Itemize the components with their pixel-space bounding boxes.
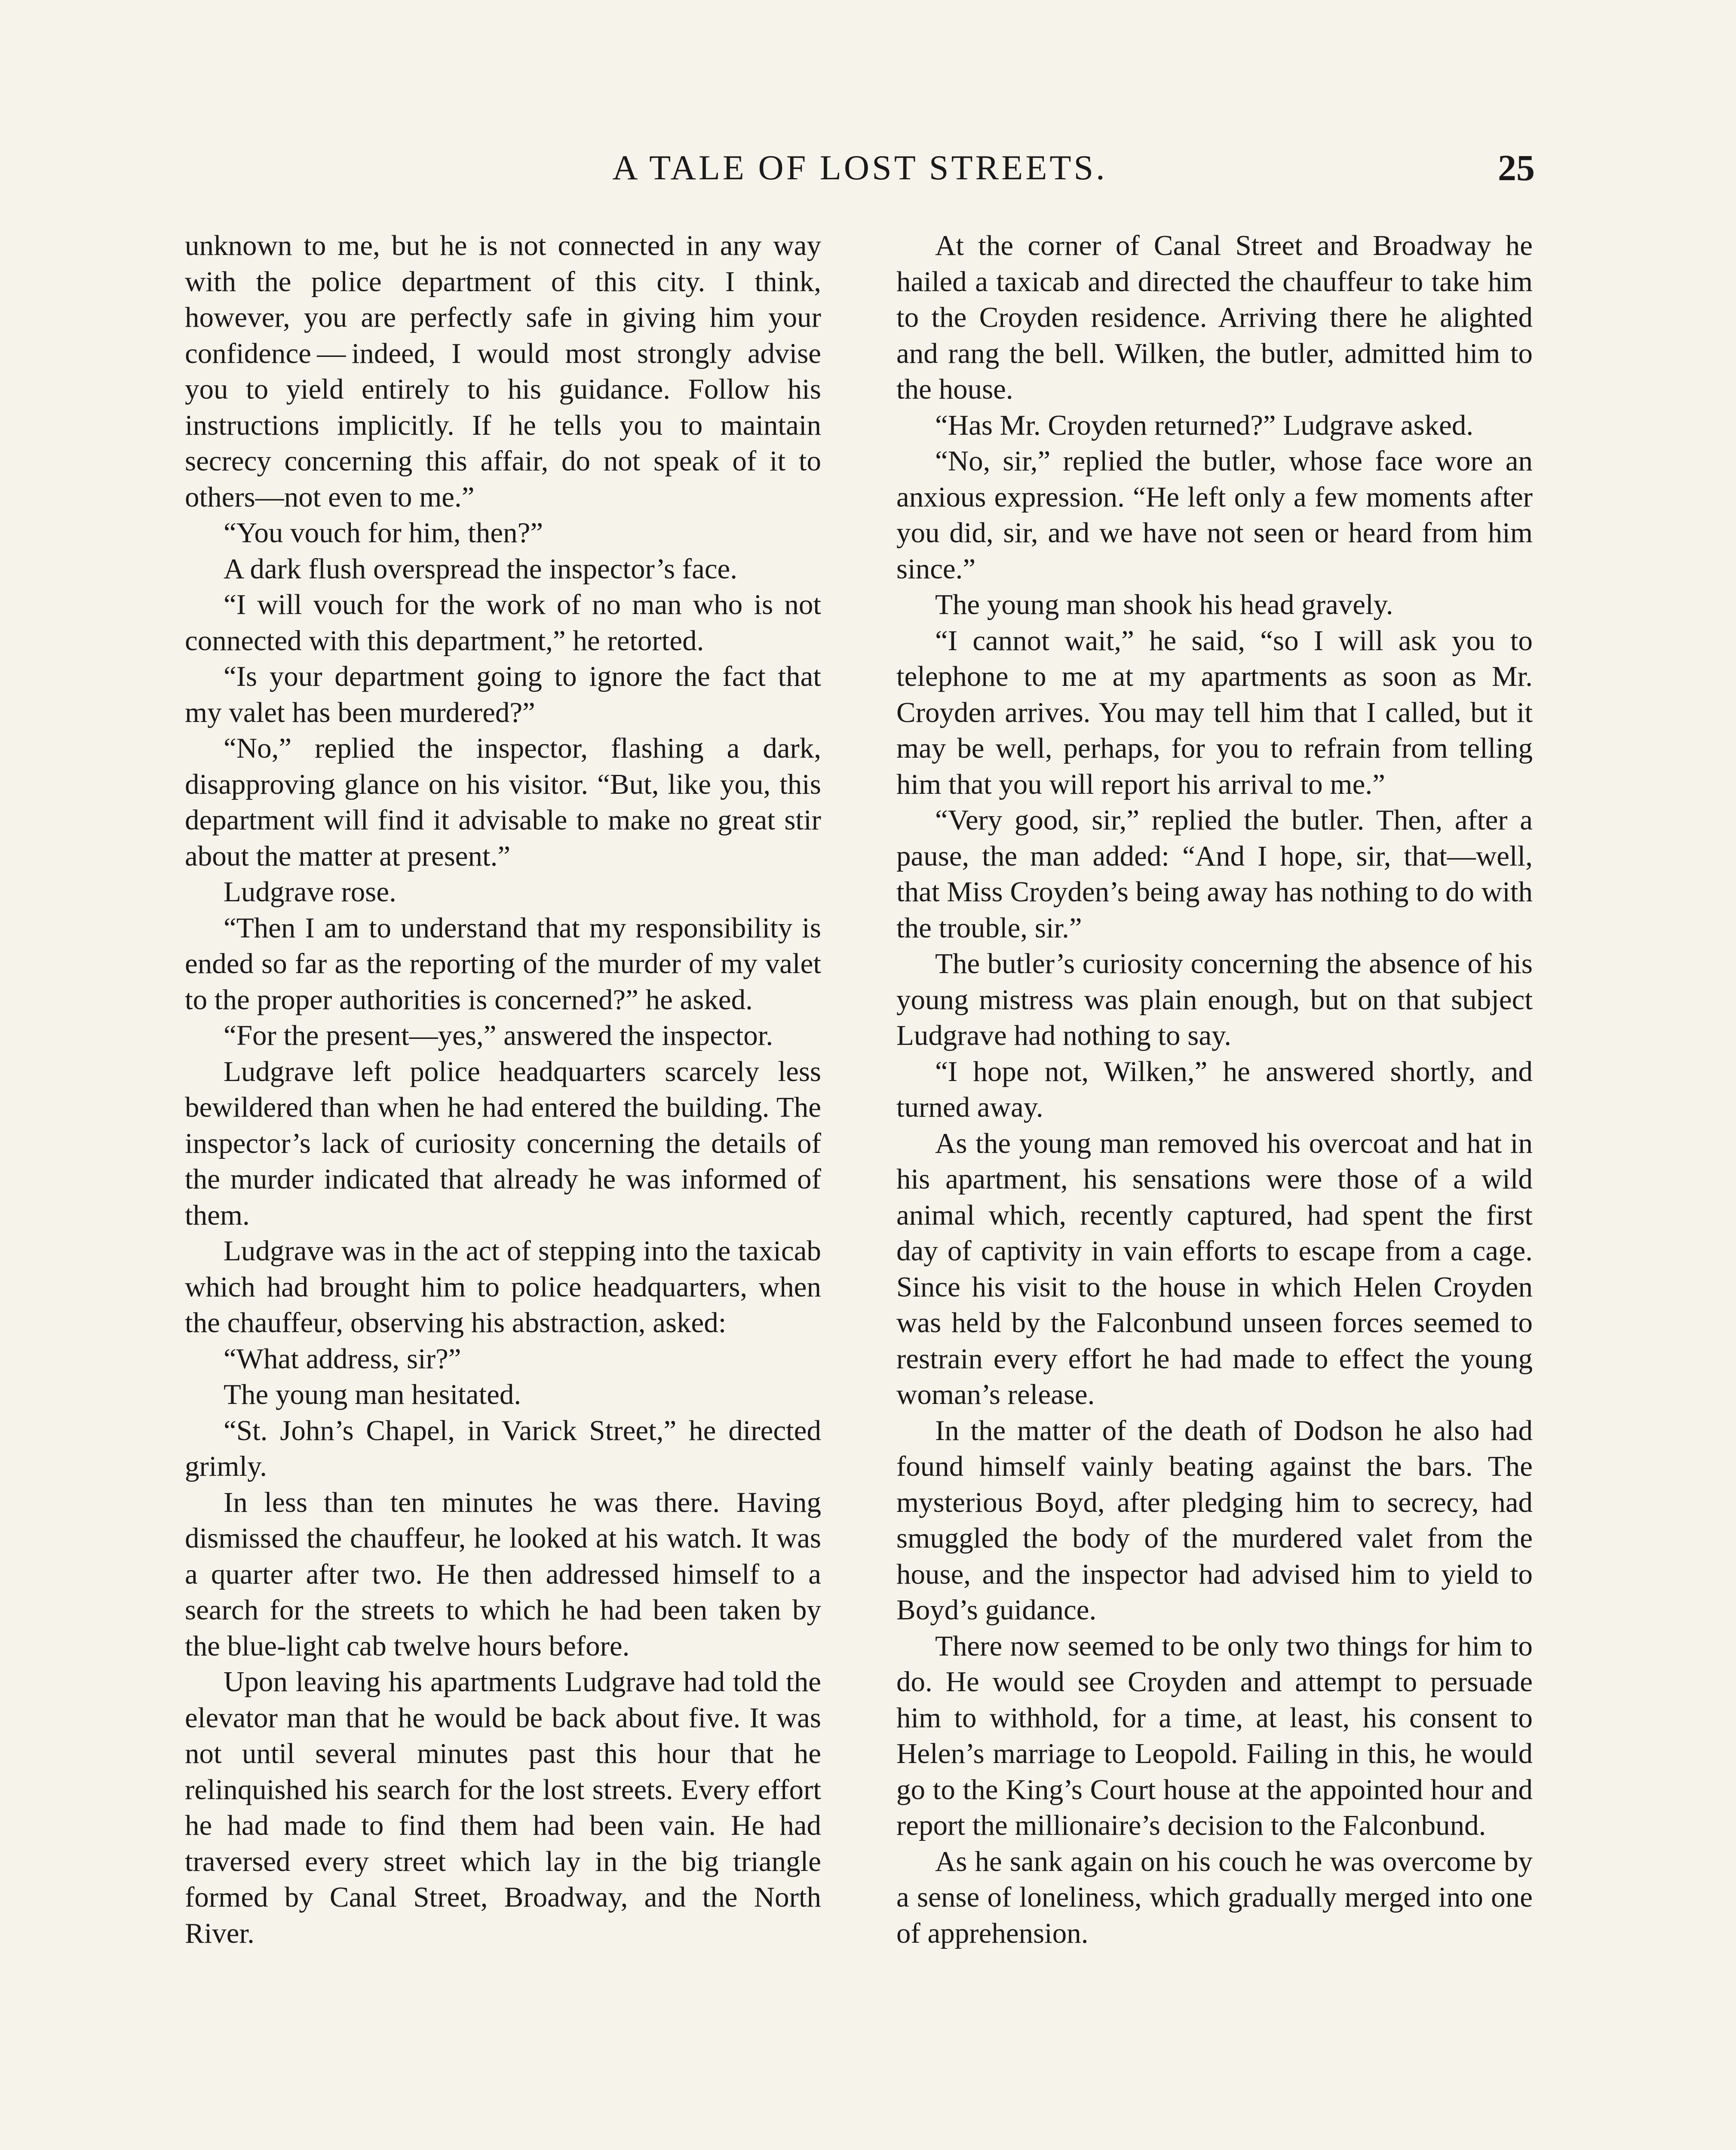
left-column [185, 228, 821, 2150]
paragraph: In the matter of the death of Dodson he also had found himself vainly beating against the bars. The mysterious Boyd, after pledging him to secrecy, had smuggled the body of the murdered valet from the house, and the inspector had advised him to yield to Boyd’s guidance. [896, 1414, 1533, 1626]
paragraph: “St. John’s Chapel, in Varick Street,” he directed grimly. [185, 1414, 821, 1482]
paragraph: As the young man removed his overcoat and hat in his apartment, his sensations were those of a wild animal which, recently captured, had spent the first day of captivity in vain efforts to escape from a cage. Since his visit to the house in which Helen Croyden was held by the Falconbund unseen forces seemed to restrain every effort he had made to effect the young woman’s release. [896, 1127, 1533, 1410]
paragraph: “Very good, sir,” replied the butler. Then, after a pause, the man added: “And I hope, sir, that—well, that Miss Croyden’s being away has nothing to do with the trouble, sir.” [896, 804, 1533, 944]
paragraph: unknown to me, but he is not connected in any way with the police department of this city. I think, however, you are perfectly safe in giving him your confidence — indeed, I would most strongly advise you to yield entirely to his guidance. Follow his instructions implicitly. If he tells you to maintain secrecy concerning this affair, do not speak of it to others—not even to me.” [185, 230, 821, 513]
page-number: 25 [1498, 147, 1535, 188]
paragraph: “Is your department going to ignore the fact that my valet has been murdered?” [185, 660, 821, 728]
paragraph: There now seemed to be only two things for him to do. He would see Croyden and attempt to persuade him to withhold, for a time, at least, his consent to Helen’s marriage to Leopold. Failing in this, he would go to the King’s Court house at the appointed hour and report the millionaire’s decision to the Falconbund. [896, 1630, 1533, 1841]
paragraph: “Has Mr. Croyden returned?” Ludgrave asked. [935, 409, 1474, 441]
paragraph: The young man shook his head gravely. [935, 589, 1393, 620]
paragraph: “I will vouch for the work of no man who is not connected with this department,” he retorted. [185, 589, 821, 657]
right-column [896, 228, 1533, 2150]
paragraph: “I hope not, Wilken,” he answered shortly, and turned away. [896, 1055, 1533, 1123]
paragraph: The young man hesitated. [224, 1379, 521, 1410]
paragraph: “No, sir,” replied the butler, whose face wore an anxious expression. “He left only a few moments after you did, sir, and we have not seen or heard from him since.” [896, 445, 1533, 585]
paragraph: Upon leaving his apartments Ludgrave had told the elevator man that he would be back about five. It was not until several minutes past this hour that he relinquished his search for the lost streets. Every effort he had made to find them had been vain. He had traversed every street which lay in the big triangle formed by Canal Street, Broadway, and the North River. [185, 1666, 821, 1949]
paragraph: At the corner of Canal Street and Broadway he hailed a taxicab and directed the chauffeur to take him to the Croyden residence. Arriving there he alighted and rang the bell. Wilken, the butler, admitted him to the house. [896, 230, 1533, 405]
paragraph: A dark flush overspread the inspector’s face. [224, 553, 738, 585]
paragraph: In less than ten minutes he was there. Having dismissed the chauffeur, he looked at his watch. It was a quarter after two. He then addressed himself to a search for the streets to which he had been taken by the blue-light cab twelve hours before. [185, 1486, 821, 1662]
paragraph: “Then I am to understand that my responsibility is ended so far as the reporting of the murder of my valet to the proper authorities is concerned?” he asked. [185, 912, 821, 1016]
paragraph: “You vouch for him, then?” [224, 517, 543, 549]
paragraph: Ludgrave left police headquarters scarcely less bewildered than when he had entered the building. The inspector’s lack of curiosity concerning the details of the murder indicated that already he was informed of them. [185, 1055, 821, 1231]
paragraph: Ludgrave rose. [224, 876, 396, 908]
paragraph: The butler’s curiosity concerning the absence of his young mistress was plain enough, but on that subject Ludgrave had nothing to say. [896, 948, 1533, 1051]
paragraph: “What address, sir?” [224, 1342, 461, 1375]
paragraph: “For the present—yes,” answered the inspector. [224, 1020, 773, 1051]
paragraph: Ludgrave was in the act of stepping into the taxicab which had brought him to police headquarters, when the chauffeur, observing his abstraction, asked: [185, 1235, 821, 1339]
page-header [185, 142, 1535, 194]
paragraph: “I cannot wait,” he said, “so I will ask you to telephone to me at my apartments as soon as Mr. Croyden arrives. You may tell him that I called, but it may be well, perhaps, for you to refrain from telling him that you will report his arrival to me.” [896, 624, 1533, 800]
paragraph: “No,” replied the inspector, flashing a dark, disapproving glance on his visitor. “But, like you, this department will find it advisable to make no great stir about the matter at present.” [185, 732, 821, 872]
running-title: A TALE OF LOST STREETS. [612, 148, 1107, 187]
paragraph: As he sank again on his couch he was overcome by a sense of loneliness, which gradually merged into one of apprehension. [896, 1845, 1533, 1949]
